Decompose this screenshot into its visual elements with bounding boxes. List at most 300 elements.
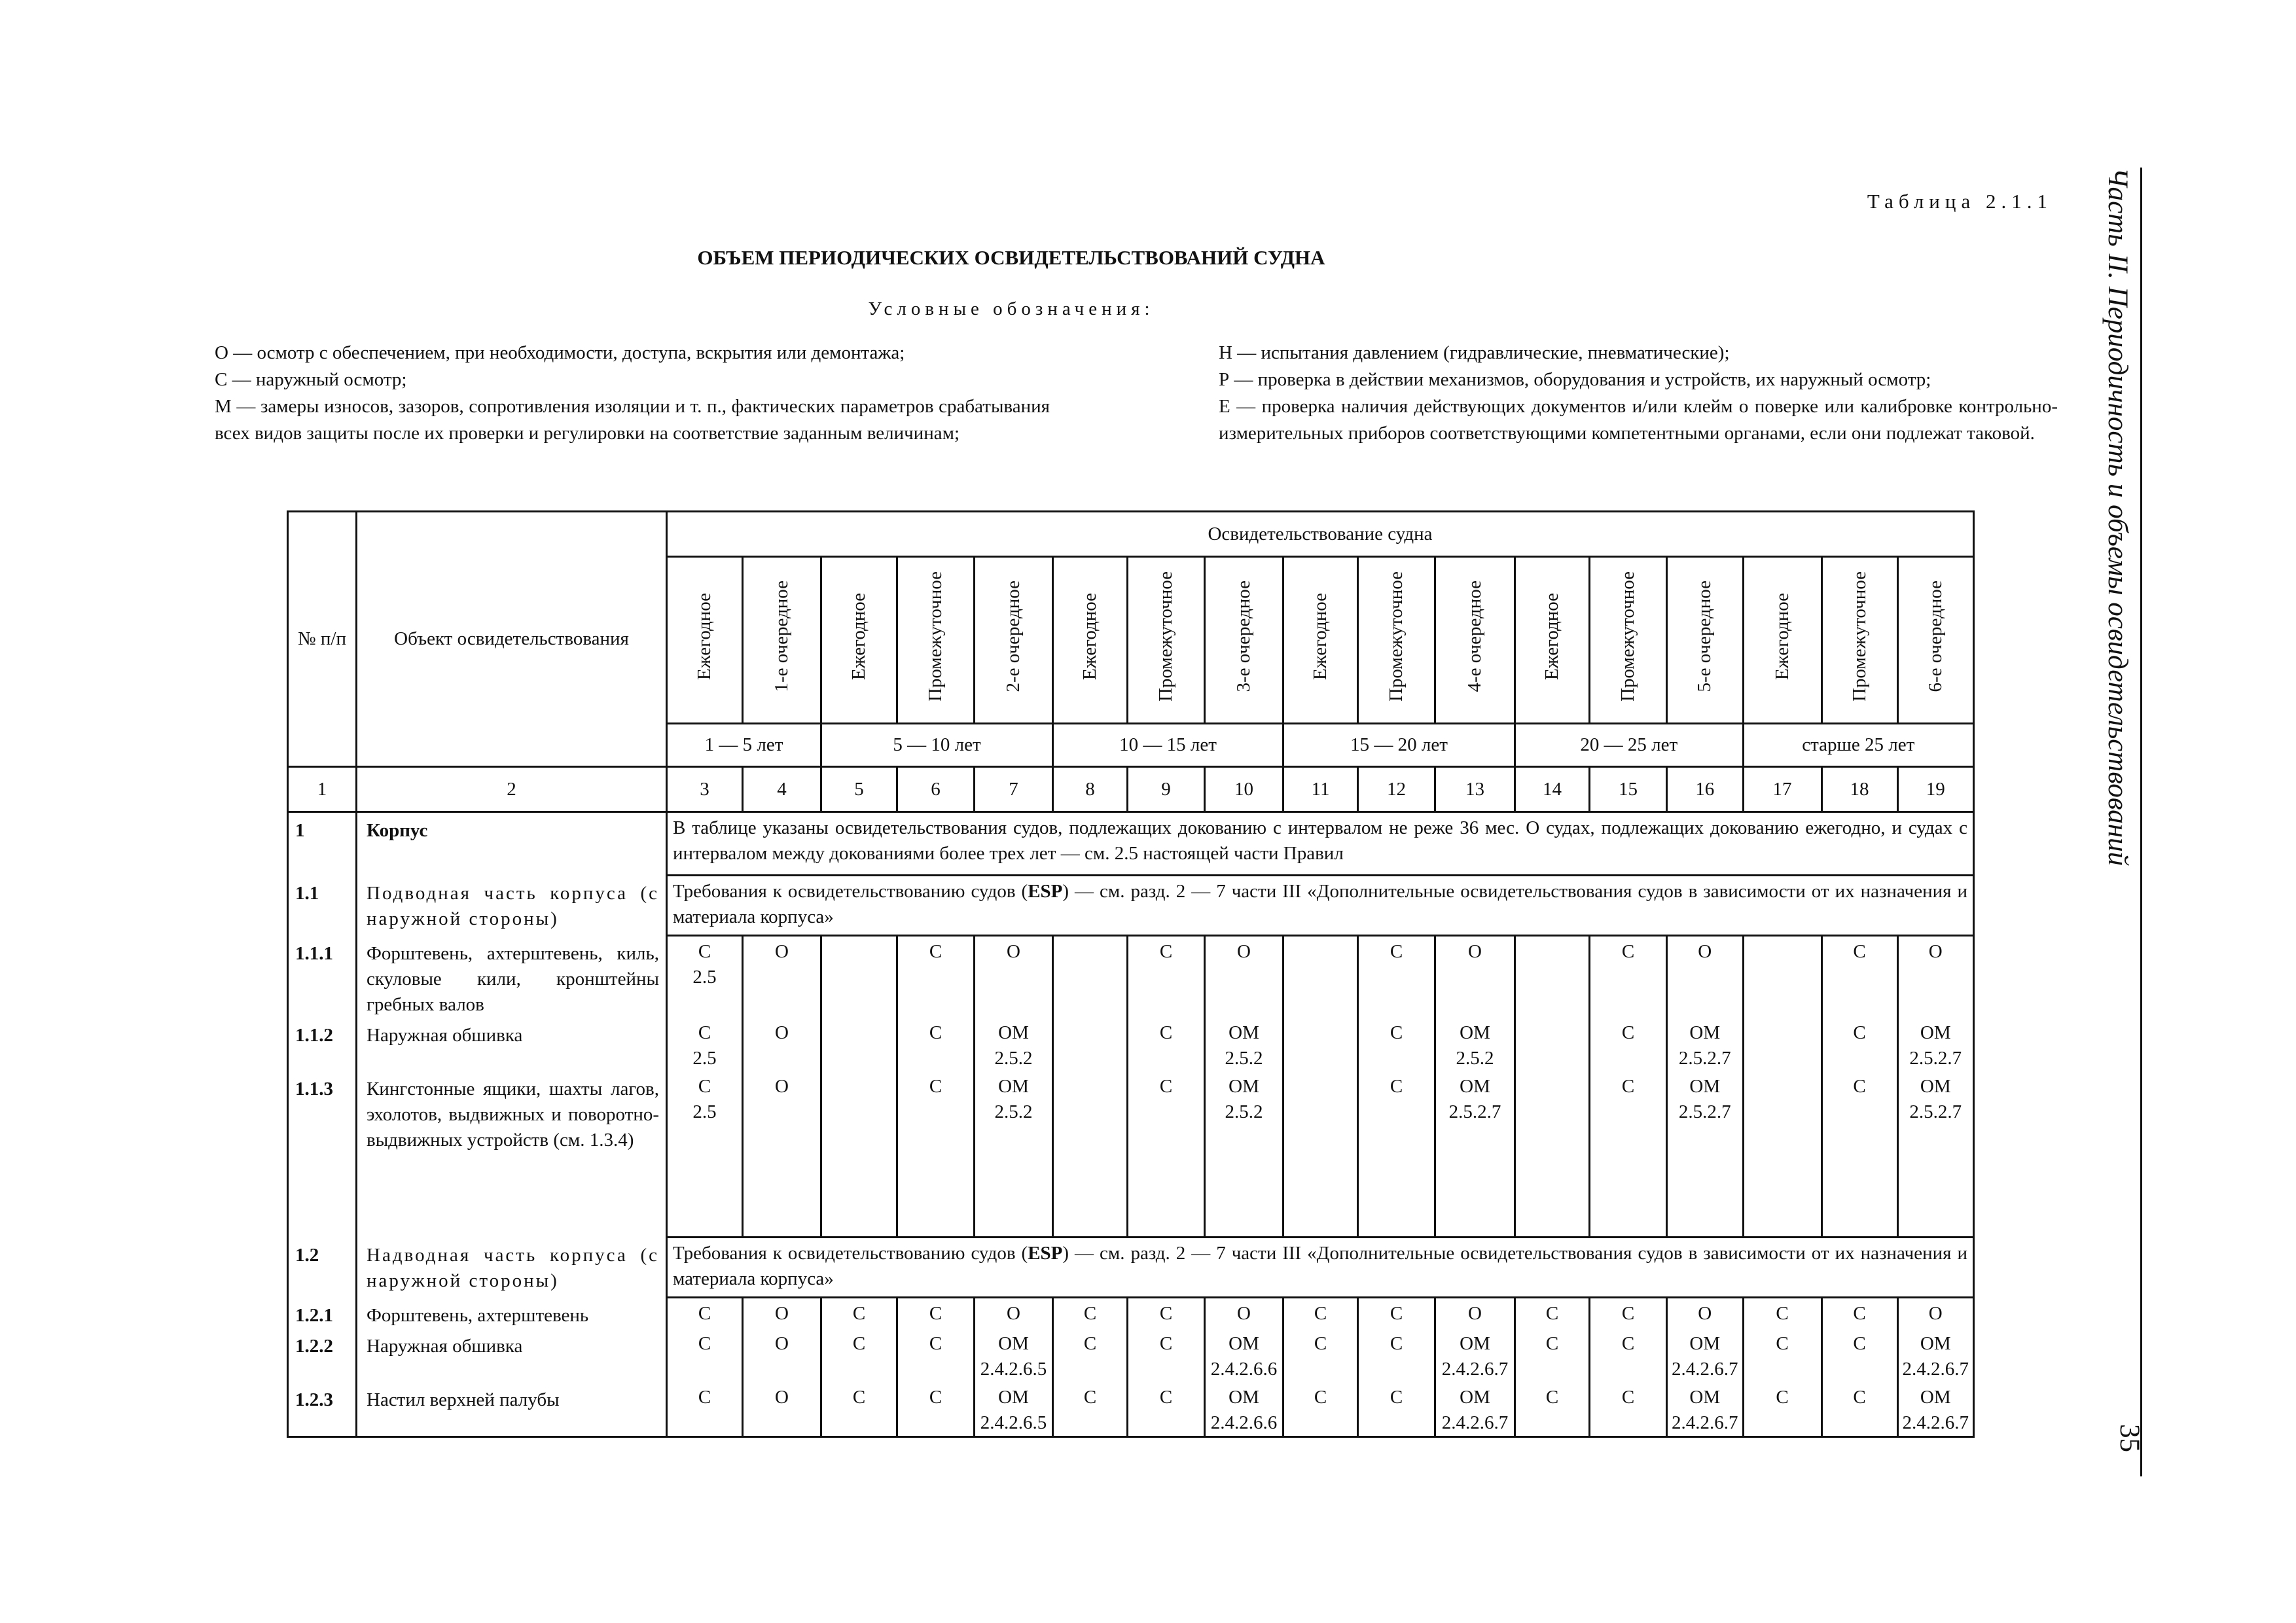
survey-cell <box>1358 1298 1435 1329</box>
cell-line: 2.5.2 <box>994 1047 1033 1069</box>
survey-cell <box>1897 1298 1974 1329</box>
cell-line: С <box>1621 1386 1635 1408</box>
col-header-object: Объект освидетельствования <box>357 512 667 767</box>
survey-cell <box>1053 1382 1128 1437</box>
cell-line: ОМ <box>1689 1332 1721 1354</box>
survey-cell <box>1743 1018 1821 1071</box>
survey-cell <box>1590 936 1667 1018</box>
row-number: 1.1.1 <box>288 936 357 1018</box>
cell-line: 2.4.2.6.5 <box>980 1412 1047 1433</box>
row-number: 1.2 <box>288 1238 357 1298</box>
survey-type-header <box>821 557 897 724</box>
survey-scope-table <box>287 510 1975 1438</box>
cell-line: С <box>698 1022 711 1043</box>
survey-cell <box>821 936 897 1018</box>
cell-line: О <box>1698 1303 1712 1324</box>
cell-line: С <box>1314 1332 1327 1354</box>
survey-cell <box>1743 1329 1821 1382</box>
legend-item: Н — испытания давлением (гидравлические, пневматические); <box>1219 342 1730 363</box>
survey-cell <box>1283 1382 1358 1437</box>
survey-cell <box>1435 1071 1515 1238</box>
row-object: Кингстонные ящики, шахты лагов, эхолотов, выдвижных и поворотно-выдвижных устройств (см. 1.3.4) <box>357 1071 667 1238</box>
survey-cell <box>1821 1298 1897 1329</box>
page-title: ОБЪЕМ ПЕРИОДИЧЕСКИХ ОСВИДЕТЕЛЬСТВОВАНИЙ СУДНА <box>697 246 1325 269</box>
survey-cell <box>897 1071 975 1238</box>
cell-line: О <box>1928 941 1943 962</box>
column-number: 18 <box>1821 767 1897 812</box>
survey-cell <box>667 1298 743 1329</box>
survey-type-label: Промежуточное <box>1155 571 1176 702</box>
note-text: ) — см. разд. 2 — 7 части III «Дополнительные освидетельствования судов в зависимости от их назначения и материала корпуса» <box>673 1243 1967 1289</box>
column-number: 11 <box>1283 767 1358 812</box>
survey-cell <box>1205 1071 1283 1238</box>
survey-cell <box>1128 1018 1205 1071</box>
cell-line: С <box>1390 1303 1403 1324</box>
survey-cell <box>1821 1329 1897 1382</box>
cell-line: 2.4.2.6.7 <box>1672 1412 1738 1433</box>
survey-cell <box>1205 936 1283 1018</box>
column-number: 8 <box>1053 767 1128 812</box>
cell-line: 2.5 <box>692 1047 717 1069</box>
survey-cell <box>1667 1071 1744 1238</box>
survey-type-header <box>1590 557 1667 724</box>
cell-line: С <box>1853 1022 1866 1043</box>
survey-cell <box>743 1018 821 1071</box>
cell-line: О <box>1928 1303 1943 1324</box>
page-number: 35 <box>2114 1424 2145 1452</box>
survey-cell <box>1897 1018 1974 1071</box>
survey-cell <box>1590 1329 1667 1382</box>
cell-line: ОМ <box>998 1022 1029 1043</box>
survey-cell <box>1053 1018 1128 1071</box>
cell-line: ОМ <box>1229 1075 1259 1097</box>
column-number: 6 <box>897 767 975 812</box>
column-number: 7 <box>975 767 1053 812</box>
survey-cell <box>743 1382 821 1437</box>
legend-item: С — наружный осмотр; <box>215 369 407 390</box>
survey-type-header <box>1053 557 1128 724</box>
survey-cell <box>897 936 975 1018</box>
cell-line: 2.5.2 <box>1456 1047 1494 1069</box>
column-number: 2 <box>357 767 667 812</box>
survey-cell <box>1515 1071 1590 1238</box>
cell-line: ОМ <box>1689 1386 1721 1408</box>
cell-line: 2.4.2.6.6 <box>1210 1412 1278 1433</box>
cell-line: ОМ <box>1460 1386 1490 1408</box>
survey-type-header <box>897 557 975 724</box>
survey-cell <box>1897 1382 1974 1437</box>
cell-line: С <box>1621 941 1635 962</box>
survey-cell <box>1283 1329 1358 1382</box>
row-number: 1 <box>288 812 357 876</box>
cell-line: 2.5.2 <box>994 1101 1033 1122</box>
survey-cell <box>667 1071 743 1238</box>
survey-type-label: Промежуточное <box>1848 571 1870 702</box>
survey-cell <box>1821 1018 1897 1071</box>
survey-type-label: Ежегодное <box>1079 592 1100 681</box>
survey-cell <box>1821 1071 1897 1238</box>
table-label: Таблица 2.1.1 <box>1867 190 2053 213</box>
survey-cell <box>897 1329 975 1382</box>
cell-line: С <box>1621 1075 1635 1097</box>
row-object: Наружная обшивка <box>357 1329 667 1382</box>
cell-line: О <box>775 1075 789 1097</box>
survey-cell <box>1515 1298 1590 1329</box>
cell-line: С <box>698 1075 711 1097</box>
cell-line: 2.5 <box>692 1101 717 1122</box>
cell-line: 2.4.2.6.5 <box>980 1358 1047 1380</box>
survey-cell <box>1205 1382 1283 1437</box>
column-number: 15 <box>1590 767 1667 812</box>
survey-type-header <box>743 557 821 724</box>
survey-cell <box>1205 1298 1283 1329</box>
cell-line: С <box>929 1022 942 1043</box>
row-object: Надводная часть корпуса (с наружной стороны) <box>357 1238 667 1298</box>
survey-cell <box>821 1018 897 1071</box>
survey-type-header <box>1821 557 1897 724</box>
survey-cell <box>1667 1382 1744 1437</box>
legend-item: М — замеры износов, зазоров, сопротивления изоляции и т. п., фактических параметров срабатывания всех видов защиты после их проверки и регулировки на соответствие заданным величинам; <box>215 396 1050 444</box>
cell-line: С <box>1390 941 1403 962</box>
survey-cell <box>1053 1298 1128 1329</box>
cell-line: 2.5.2.7 <box>1678 1101 1731 1122</box>
survey-cell <box>1358 1329 1435 1382</box>
cell-line: 2.5.2.7 <box>1448 1101 1501 1122</box>
survey-cell <box>1053 1071 1128 1238</box>
survey-cell <box>821 1382 897 1437</box>
cell-line: С <box>1159 1303 1173 1324</box>
survey-cell <box>1283 936 1358 1018</box>
row-object: Подводная часть корпуса (с наружной стороны) <box>357 876 667 936</box>
cell-line: С <box>1545 1332 1559 1354</box>
age-group-header: 15 — 20 лет <box>1283 724 1515 767</box>
age-group-header: старше 25 лет <box>1743 724 1974 767</box>
row-number: 1.1.2 <box>288 1018 357 1071</box>
survey-cell <box>667 1329 743 1382</box>
survey-cell <box>1128 1382 1205 1437</box>
row-number: 1.2.2 <box>288 1329 357 1382</box>
survey-type-label: 3-е очередное <box>1233 580 1254 692</box>
cell-line: С <box>1159 941 1173 962</box>
cell-line: ОМ <box>1920 1075 1951 1097</box>
survey-cell <box>1435 1382 1515 1437</box>
row-object: Наружная обшивка <box>357 1018 667 1071</box>
cell-line: О <box>1698 941 1712 962</box>
survey-type-label: Промежуточное <box>1386 571 1407 702</box>
row-requirement-note <box>667 812 1974 876</box>
survey-cell <box>1821 1382 1897 1437</box>
survey-type-header <box>1743 557 1821 724</box>
cell-line: ОМ <box>1460 1075 1490 1097</box>
age-group-header: 10 — 15 лет <box>1053 724 1283 767</box>
cell-line: С <box>1390 1022 1403 1043</box>
survey-cell <box>743 1071 821 1238</box>
cell-line: С <box>1853 1332 1866 1354</box>
survey-cell <box>1128 1071 1205 1238</box>
cell-line: С <box>1390 1386 1403 1408</box>
cell-line: С <box>1621 1332 1635 1354</box>
survey-type-label: 6-е очередное <box>1924 580 1946 692</box>
survey-cell <box>1053 936 1128 1018</box>
cell-line: ОМ <box>1229 1022 1259 1043</box>
cell-line: ОМ <box>998 1332 1029 1354</box>
survey-type-label: 4-е очередное <box>1464 580 1485 692</box>
cell-line: С <box>852 1332 866 1354</box>
cell-line: С <box>1390 1075 1403 1097</box>
survey-type-header <box>975 557 1053 724</box>
survey-type-label: 1-е очередное <box>771 580 792 692</box>
column-number: 5 <box>821 767 897 812</box>
cell-line: 2.5.2 <box>1225 1101 1263 1122</box>
cell-line: С <box>1314 1303 1327 1324</box>
note-code: ESP <box>1028 1243 1063 1264</box>
cell-line: О <box>775 1386 789 1408</box>
survey-cell <box>897 1382 975 1437</box>
survey-type-label: Ежегодное <box>848 592 869 681</box>
survey-cell <box>667 936 743 1018</box>
cell-line: О <box>775 1303 789 1324</box>
cell-line: С <box>1083 1303 1097 1324</box>
survey-cell <box>667 1382 743 1437</box>
row-object: Корпус <box>357 812 667 876</box>
survey-cell <box>1283 1298 1358 1329</box>
running-header: Часть II. Периодичность и объемы освидетельствований <box>2102 168 2133 866</box>
cell-line: С <box>1159 1332 1173 1354</box>
column-number: 10 <box>1205 767 1283 812</box>
cell-line: С <box>1853 941 1866 962</box>
cell-line: С <box>1853 1303 1866 1324</box>
cell-line: ОМ <box>1460 1332 1490 1354</box>
row-number: 1.1.3 <box>288 1071 357 1238</box>
cell-line: ОМ <box>1920 1386 1951 1408</box>
cell-line: С <box>698 1332 711 1354</box>
row-requirement-note <box>667 1238 1974 1298</box>
cell-line: О <box>775 1332 789 1354</box>
survey-cell <box>1283 1018 1358 1071</box>
survey-type-label: Ежегодное <box>1310 592 1331 681</box>
row-number: 1.1 <box>288 876 357 936</box>
survey-cell <box>1667 936 1744 1018</box>
survey-type-label: Ежегодное <box>1771 592 1793 681</box>
column-number: 17 <box>1743 767 1821 812</box>
survey-cell <box>1358 936 1435 1018</box>
survey-cell <box>1205 1329 1283 1382</box>
cell-line: С <box>929 941 942 962</box>
survey-cell <box>821 1329 897 1382</box>
cell-line: С <box>1390 1332 1403 1354</box>
note-text: ) — см. разд. 2 — 7 части III «Дополнительные освидетельствования судов в зависимости от их назначения и материала корпуса» <box>673 881 1967 927</box>
cell-line: О <box>1007 941 1020 962</box>
survey-cell <box>1667 1298 1744 1329</box>
row-number: 1.2.1 <box>288 1298 357 1329</box>
survey-cell <box>975 1071 1053 1238</box>
cell-line: С <box>929 1303 942 1324</box>
survey-cell <box>1435 1298 1515 1329</box>
survey-cell <box>1435 1329 1515 1382</box>
col-header-no: № п/п <box>288 512 357 767</box>
column-number: 14 <box>1515 767 1590 812</box>
survey-cell <box>975 1018 1053 1071</box>
cell-line: С <box>1545 1303 1559 1324</box>
survey-cell <box>1515 1329 1590 1382</box>
cell-line: ОМ <box>1920 1332 1951 1354</box>
survey-cell <box>1283 1071 1358 1238</box>
survey-cell <box>975 1329 1053 1382</box>
row-object: Форштевень, ахтерштевень, киль, скуловые кили, кронштейны гребных валов <box>357 936 667 1018</box>
survey-cell <box>1128 936 1205 1018</box>
survey-type-label: Промежуточное <box>925 571 946 702</box>
legend-heading: Условные обозначения: <box>868 298 1155 319</box>
cell-line: ОМ <box>998 1386 1029 1408</box>
header-rule <box>2140 168 2142 1476</box>
cell-line: С <box>698 941 711 962</box>
column-number: 16 <box>1667 767 1744 812</box>
cell-line: О <box>775 941 789 962</box>
cell-line: О <box>1237 1303 1251 1324</box>
cell-line: ОМ <box>1229 1386 1259 1408</box>
survey-cell <box>743 1298 821 1329</box>
column-number: 13 <box>1435 767 1515 812</box>
cell-line: 2.5.2.7 <box>1678 1047 1731 1069</box>
survey-cell <box>1743 1298 1821 1329</box>
legend-right-column <box>1219 340 2058 447</box>
cell-line: С <box>852 1386 866 1408</box>
age-group-header: 20 — 25 лет <box>1515 724 1744 767</box>
cell-line: 2.5 <box>692 967 717 988</box>
survey-cell <box>1435 936 1515 1018</box>
cell-line: С <box>1776 1386 1789 1408</box>
note-text: Требования к освидетельствованию судов ( <box>673 881 1028 902</box>
cell-line: С <box>1853 1075 1866 1097</box>
cell-line: С <box>698 1386 711 1408</box>
cell-line: О <box>1468 941 1482 962</box>
cell-line: С <box>929 1332 942 1354</box>
cell-line: 2.5.2.7 <box>1909 1047 1962 1069</box>
column-number: 9 <box>1128 767 1205 812</box>
survey-cell <box>1743 1071 1821 1238</box>
survey-cell <box>1590 1382 1667 1437</box>
column-number: 3 <box>667 767 743 812</box>
column-number: 12 <box>1358 767 1435 812</box>
row-object: Форштевень, ахтерштевень <box>357 1298 667 1329</box>
cell-line: ОМ <box>998 1075 1029 1097</box>
survey-cell <box>821 1298 897 1329</box>
survey-type-label: Ежегодное <box>694 592 715 681</box>
survey-type-header <box>1283 557 1358 724</box>
column-number: 1 <box>288 767 357 812</box>
cell-line: С <box>1776 1303 1789 1324</box>
survey-cell <box>667 1018 743 1071</box>
legend-item: Е — проверка наличия действующих документов и/или клейм о поверке или калибровке контрольно-измерительных приборов соответствующими компетентными органами, если они подлежат таковой. <box>1219 396 2058 444</box>
survey-type-label: Ежегодное <box>1541 592 1562 681</box>
survey-cell <box>1128 1298 1205 1329</box>
cell-line: С <box>852 1303 866 1324</box>
survey-cell <box>897 1018 975 1071</box>
cell-line: О <box>1237 941 1251 962</box>
cell-line: О <box>1007 1303 1020 1324</box>
survey-cell <box>1515 1018 1590 1071</box>
survey-cell <box>975 1382 1053 1437</box>
cell-line: 2.4.2.6.7 <box>1902 1412 1969 1433</box>
cell-line: С <box>1314 1386 1327 1408</box>
cell-line: С <box>1083 1386 1097 1408</box>
note-text: В таблице указаны освидетельствования судов, подлежащих докованию с интервалом не реже 36 мес. О судах, подлежащих докованию ежегодно, и судах с интервалом между докованиями более трех лет — см. 2.5 настоящей части Правил <box>673 817 1967 864</box>
survey-cell <box>1435 1018 1515 1071</box>
cell-line: ОМ <box>1460 1022 1490 1043</box>
cell-line: С <box>698 1303 711 1324</box>
cell-line: 2.5.2 <box>1225 1047 1263 1069</box>
survey-cell <box>1358 1071 1435 1238</box>
cell-line: С <box>929 1075 942 1097</box>
survey-type-header <box>1205 557 1283 724</box>
legend-left-column <box>215 340 1050 447</box>
cell-line: 2.4.2.6.7 <box>1672 1358 1738 1380</box>
column-number: 4 <box>743 767 821 812</box>
survey-cell <box>1358 1018 1435 1071</box>
survey-cell <box>1897 1329 1974 1382</box>
cell-line: С <box>1159 1022 1173 1043</box>
survey-type-header <box>1358 557 1435 724</box>
survey-cell <box>821 1071 897 1238</box>
survey-cell <box>1515 1382 1590 1437</box>
age-group-header: 1 — 5 лет <box>667 724 821 767</box>
cell-line: С <box>1083 1332 1097 1354</box>
survey-cell <box>975 1298 1053 1329</box>
cell-line: С <box>1853 1386 1866 1408</box>
survey-cell <box>975 936 1053 1018</box>
column-number: 19 <box>1897 767 1974 812</box>
survey-cell <box>1590 1071 1667 1238</box>
cell-line: О <box>1468 1303 1482 1324</box>
survey-cell <box>897 1298 975 1329</box>
survey-cell <box>1743 1382 1821 1437</box>
survey-type-label: 5-е очередное <box>1694 580 1715 692</box>
survey-type-label: 2-е очередное <box>1003 580 1024 692</box>
survey-cell <box>1897 1071 1974 1238</box>
survey-cell <box>1205 1018 1283 1071</box>
col-header-survey: Освидетельствование судна <box>667 512 1974 557</box>
survey-cell <box>1358 1382 1435 1437</box>
note-code: ESP <box>1028 881 1063 902</box>
age-group-header: 5 — 10 лет <box>821 724 1053 767</box>
survey-cell <box>1667 1329 1744 1382</box>
cell-line: 2.4.2.6.6 <box>1210 1358 1278 1380</box>
survey-type-label: Промежуточное <box>1617 571 1638 702</box>
cell-line: 2.5.2.7 <box>1909 1101 1962 1122</box>
legend-item: Р — проверка в действии механизмов, оборудования и устройств, их наружный осмотр; <box>1219 369 1931 390</box>
survey-cell <box>1053 1329 1128 1382</box>
survey-type-header <box>1435 557 1515 724</box>
survey-cell <box>1128 1329 1205 1382</box>
cell-line: 2.4.2.6.7 <box>1441 1412 1509 1433</box>
cell-line: ОМ <box>1920 1022 1951 1043</box>
survey-type-header <box>1128 557 1205 724</box>
survey-type-header <box>667 557 743 724</box>
survey-cell <box>743 1329 821 1382</box>
survey-cell <box>1590 1298 1667 1329</box>
survey-cell <box>743 936 821 1018</box>
survey-type-header <box>1515 557 1590 724</box>
cell-line: 2.4.2.6.7 <box>1902 1358 1969 1380</box>
cell-line: С <box>1776 1332 1789 1354</box>
survey-type-header <box>1897 557 1974 724</box>
cell-line: 2.4.2.6.7 <box>1441 1358 1509 1380</box>
survey-cell <box>1667 1018 1744 1071</box>
survey-cell <box>1821 936 1897 1018</box>
note-text: Требования к освидетельствованию судов ( <box>673 1243 1028 1264</box>
legend-item: О — осмотр с обеспечением, при необходимости, доступа, вскрытия или демонтажа; <box>215 342 905 363</box>
row-number: 1.2.3 <box>288 1382 357 1437</box>
